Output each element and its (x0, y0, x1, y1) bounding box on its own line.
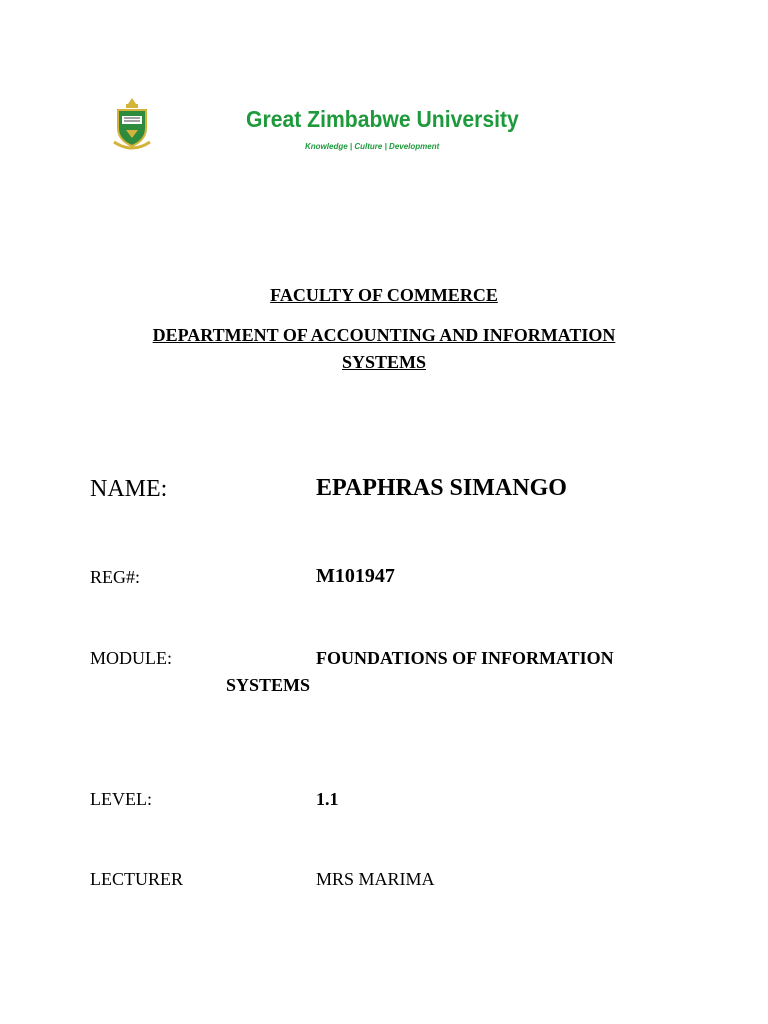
university-name: Great Zimbabwe University (246, 106, 519, 132)
faculty-heading: FACULTY OF COMMERCE (270, 285, 498, 305)
department-heading-line1: DEPARTMENT OF ACCOUNTING AND INFORMATION (152, 325, 616, 345)
module-value-line2: SYSTEMS (226, 675, 311, 695)
university-motto: Knowledge | Culture | Development (305, 142, 440, 151)
reg-value: M101947 (316, 565, 395, 587)
level-label: LEVEL: (90, 789, 152, 809)
reg-label: REG#: (90, 567, 141, 587)
university-crest-logo (112, 96, 152, 152)
department-heading-line2: SYSTEMS (341, 352, 427, 372)
lecturer-value: MRS MARIMA (316, 869, 435, 889)
name-value: EPAPHRAS SIMANGO (316, 475, 567, 501)
module-value-line1: FOUNDATIONS OF INFORMATION (316, 648, 614, 668)
level-value: 1.1 (316, 789, 339, 809)
lecturer-label: LECTURER (90, 869, 183, 889)
module-label: MODULE: (90, 648, 172, 668)
name-label: NAME: (90, 476, 168, 502)
